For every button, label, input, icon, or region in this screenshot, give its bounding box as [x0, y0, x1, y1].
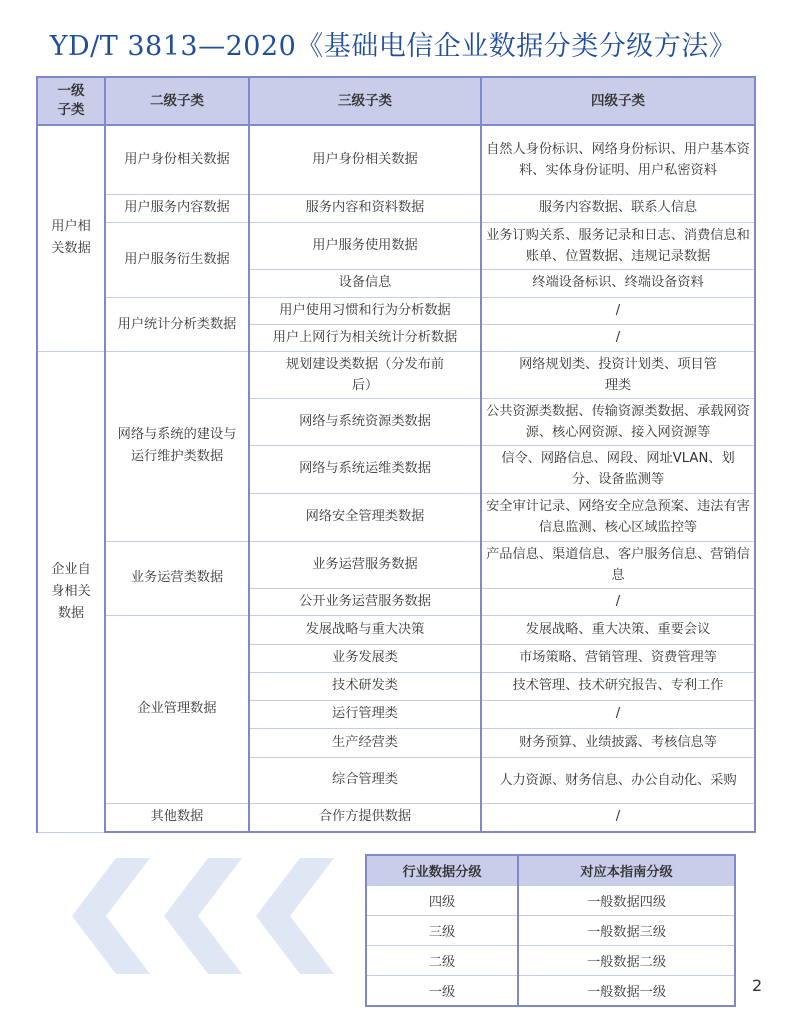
level4-cell: /	[481, 700, 755, 728]
level4-cell: 公共资源类数据、传输资源类数据、承载网资源、核心网资源、接入网资源等	[481, 398, 755, 445]
page-title: YD/T 3813—2020《基础电信企业数据分类分级方法》	[49, 31, 737, 62]
header-industry-grade: 行业数据分级	[366, 855, 518, 886]
table-row	[366, 886, 735, 916]
table-header-row	[37, 77, 755, 125]
level3-cell: 合作方提供数据	[249, 803, 481, 832]
table-row	[366, 916, 735, 946]
industry-grade-cell: 三级	[366, 916, 518, 946]
level3-cell: 网络与系统运维类数据	[249, 445, 481, 493]
level3-cell: 综合管理类	[249, 757, 481, 803]
level4-cell: /	[481, 297, 755, 324]
header-guide-grade: 对应本指南分级	[518, 855, 735, 886]
level2-cell: 业务运营类数据	[105, 541, 249, 615]
table-row	[37, 351, 755, 398]
table-header-row	[366, 855, 735, 886]
table-row	[37, 297, 755, 324]
table-row	[37, 541, 755, 588]
industry-grade-cell: 二级	[366, 946, 518, 976]
table-row	[37, 615, 755, 644]
level3-cell: 生产经营类	[249, 728, 481, 757]
decorative-chevrons	[58, 852, 348, 980]
level3-cell: 公开业务运营服务数据	[249, 588, 481, 615]
level4-cell: 产品信息、渠道信息、客户服务信息、营销信息	[481, 541, 755, 588]
level4-cell: 信令、网路信息、网段、网址VLAN、划分、设备监测等	[481, 445, 755, 493]
level2-cell: 用户服务内容数据	[105, 194, 249, 222]
level2-cell: 用户身份相关数据	[105, 125, 249, 194]
level2-cell: 其他数据	[105, 803, 249, 832]
industry-grade-cell: 一级	[366, 976, 518, 1007]
level4-cell: 业务订购关系、服务记录和日志、消费信息和账单、位置数据、违规记录数据	[481, 222, 755, 269]
level4-cell: 人力资源、财务信息、办公自动化、采购	[481, 757, 755, 803]
level3-cell: 规划建设类数据（分发布前后）	[249, 351, 481, 398]
classification-table	[36, 76, 756, 833]
level4-cell: /	[481, 324, 755, 351]
header-level1: 一级子类	[37, 77, 105, 125]
level3-cell: 设备信息	[249, 269, 481, 297]
level3-cell: 用户服务使用数据	[249, 222, 481, 269]
level2-cell: 用户统计分析类数据	[105, 297, 249, 351]
header-level4: 四级子类	[481, 77, 755, 125]
table-row	[366, 946, 735, 976]
level4-cell: 服务内容数据、联系人信息	[481, 194, 755, 222]
table-row	[37, 222, 755, 269]
guide-grade-cell: 一般数据四级	[518, 886, 735, 916]
guide-grade-cell: 一般数据一级	[518, 976, 735, 1007]
level2-cell: 用户服务衍生数据	[105, 222, 249, 297]
level3-cell: 技术研发类	[249, 672, 481, 700]
grading-mapping-table	[365, 854, 736, 1007]
level3-cell: 服务内容和资料数据	[249, 194, 481, 222]
level3-cell: 用户使用习惯和行为分析数据	[249, 297, 481, 324]
level3-cell: 网络与系统资源类数据	[249, 398, 481, 445]
level4-cell: 自然人身份标识、网络身份标识、用户基本资料、实体身份证明、用户私密资料	[481, 125, 755, 194]
level1-cell: 企业自身相关数据	[37, 351, 105, 832]
level4-cell: /	[481, 588, 755, 615]
level4-cell: 终端设备标识、终端设备资料	[481, 269, 755, 297]
table-row	[37, 125, 755, 194]
level4-cell: 发展战略、重大决策、重要会议	[481, 615, 755, 644]
level3-cell: 用户身份相关数据	[249, 125, 481, 194]
level3-cell: 业务运营服务数据	[249, 541, 481, 588]
chevron-arrow-icon	[72, 858, 150, 974]
level4-cell: 市场策略、营销管理、资费管理等	[481, 644, 755, 672]
chevron-arrow-icon	[256, 858, 334, 974]
chevron-arrow-icon	[164, 858, 242, 974]
page-number: 2	[752, 976, 763, 995]
header-level3: 三级子类	[249, 77, 481, 125]
level4-cell: /	[481, 803, 755, 832]
level3-cell: 用户上网行为相关统计分析数据	[249, 324, 481, 351]
level4-cell: 财务预算、业绩披露、考核信息等	[481, 728, 755, 757]
level3-cell: 发展战略与重大决策	[249, 615, 481, 644]
level2-cell: 网络与系统的建设与运行维护类数据	[105, 351, 249, 541]
level3-cell: 运行管理类	[249, 700, 481, 728]
industry-grade-cell: 四级	[366, 886, 518, 916]
level4-cell: 网络规划类、投资计划类、项目管理类	[481, 351, 755, 398]
level3-cell: 业务发展类	[249, 644, 481, 672]
level4-cell: 安全审计记录、网络安全应急预案、违法有害信息监测、核心区域监控等	[481, 493, 755, 541]
level1-cell: 用户相关数据	[37, 125, 105, 351]
header-level2: 二级子类	[105, 77, 249, 125]
level3-cell: 网络安全管理类数据	[249, 493, 481, 541]
guide-grade-cell: 一般数据三级	[518, 916, 735, 946]
table-row	[37, 194, 755, 222]
table-row	[366, 976, 735, 1007]
level4-cell: 技术管理、技术研究报告、专利工作	[481, 672, 755, 700]
table-row	[37, 803, 755, 832]
level2-cell: 企业管理数据	[105, 615, 249, 803]
guide-grade-cell: 一般数据二级	[518, 946, 735, 976]
